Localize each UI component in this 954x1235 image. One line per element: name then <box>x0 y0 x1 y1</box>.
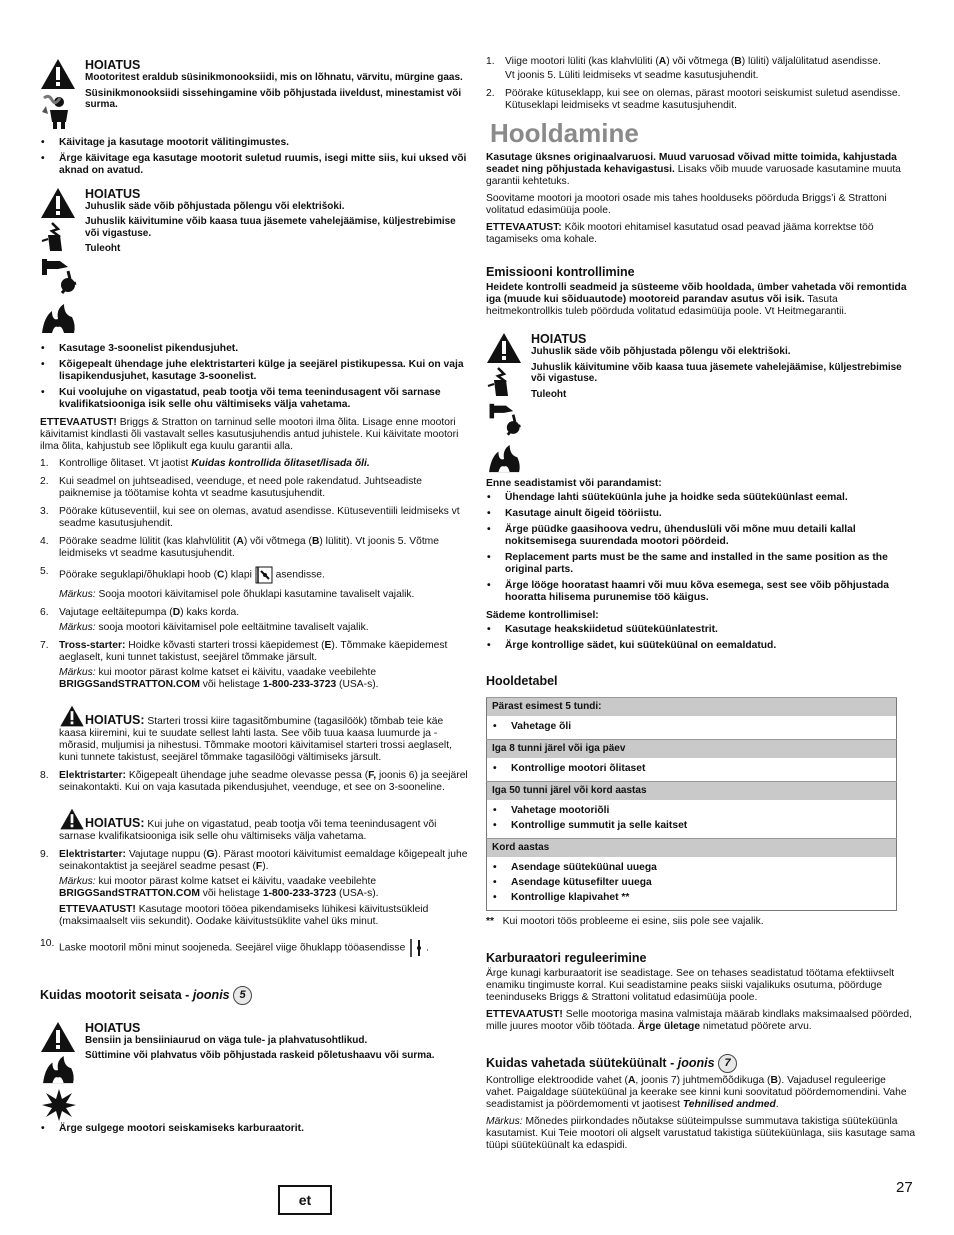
stop-heading: Kuidas mootorit seisata - joonis 5 <box>40 986 470 1005</box>
step-2: 2. Kui seadmel on juhtseadised, veenduge, et need pole rakendatud. Juhtseadiste paiknemise ja töötamise kohta vt seadme kasutusjuhendit. <box>40 475 422 499</box>
list-item: • Ärge püüdke gaasihoova vedru, ühenduslüli või mõne muu detaili kallal nokitsemisega suurendada mootori pöördeid. <box>486 524 916 548</box>
list-item: • Asendage süüteküünal uuega <box>492 862 891 874</box>
warning-line: Tuleoht <box>531 388 567 400</box>
step-3: 3. Pöörake kütuseventiil, kui see on olemas, avatud asendisse. Kütuseventiili leidmiseks vt seadme kasutusjuhendit. <box>40 505 460 529</box>
stop-steps <box>486 56 916 112</box>
warning-triangle-icon <box>40 58 76 90</box>
list-item: • Kontrollige summutit ja selle kaitset <box>492 820 891 832</box>
emission-heading: Emissiooni kontrollimine <box>486 265 635 279</box>
warning-title: HOIATUS <box>85 58 141 72</box>
warning-line: Juhuslik säde võib põhjustada põlengu või elektrišoki. <box>531 346 791 357</box>
list-item: • Kõigepealt ühendage juhe elektristarteri külge ja seejärel pistikupessa. Kui on vaja lisapikendusjuhet, kasutage 3-soonelist. <box>40 359 470 383</box>
warning-triangle-icon <box>40 1021 76 1053</box>
warning-line: Süttimine või plahvatus võib põhjustada raskeid põletushaavu või surma. <box>85 1050 435 1061</box>
list-item: • Ärge käivitage ega kasutage mootorit suletud ruumis, isegi mitte siis, kui uksed või aknad on avatud. <box>40 153 470 177</box>
spark-plug-note: Märkus: Mõnedes piirkondades nõutakse süüteimpulsse summutava takistiga süüteküünla kasutamist. Kui Teie mootori oli algselt varustatud takistiga süüteküünlaga, siis kasutage sama tüüpi süüteküünalt ka edaspidi. <box>486 1116 916 1151</box>
spark-plug-heading: Kuidas vahetada süüteküünalt - joonis 7 <box>486 1054 916 1073</box>
bullet-list <box>486 624 916 652</box>
language-tab: et <box>278 1185 332 1215</box>
warning-title: HOIATUS <box>85 1020 141 1035</box>
warning-line: Juhuslik säde võib põhjustada põlengu või elektrišoki. <box>85 200 345 212</box>
step-9: 9. Elektristarter: Vajutage nuppu (G). Pärast mootori käivitumist eemaldage kõigepealt juhe seinakontaktist ja seejärel seadme pesast (F). Märkus: kui mootor pärast kolme katset ei käivitu, vaadake veebilehte BRIGGSandSTRATTON.COM või helistage 1-800-233-3723 (USA-s). ETTEVAATUST! Kasutage mootori tööea pikendamiseks lühikesi käivitustsükleid (maksimaalselt viis sekundit). Oodake käivitustsüklite vahel üks minut. <box>40 848 468 927</box>
list-item: • Ühendage lahti süüteküünla juhe ja hoidke seda süüteküünlast eemal. <box>486 492 916 504</box>
warning-triangle-icon <box>486 332 522 364</box>
bullet-list <box>40 343 470 411</box>
step-5: 5. Pöörake seguklapi/õhuklapi hoob (C) klapi asendisse. Märkus: Sooja mootori käivitamisel pole õhuklapi kasutamine tavaliselt vajalik. <box>40 565 415 600</box>
warning-line: Juhuslik käivitumine võib kaasa tuua jäsemete vahelejäämise, küljestrebimise või vigastuse. <box>531 361 902 384</box>
table-section-header: Iga 50 tunni järel või kord aastas <box>487 782 897 801</box>
maintenance-table <box>486 697 897 911</box>
list-item: • Asendage kütusefilter uuega <box>492 877 891 889</box>
table-row <box>487 716 897 740</box>
carburetor-paragraph: Ärge kunagi karburaatorit ise seadistage. See on tehases seadistatud töötama efektiivselt enamiku tingimuste korral. Kui seadistamine peaks siiski vajalikuks osutuma, pöörduge teeninduseks Briggs & Strattoni volitatud edasimüüja poole. <box>486 968 895 1003</box>
warning-line: Juhuslik käivitumine võib kaasa tuua jäsemete vahelejäämise, küljestrebimise või vigastuse. <box>85 216 456 239</box>
warning-line: Mootoritest eraldub süsinikmonooksiidi, mis on lõhnatu, värvitu, mürgine gaas. <box>85 72 463 83</box>
table-section-header: Iga 8 tunni järel või iga päev <box>487 740 897 759</box>
table-row <box>487 800 897 839</box>
list-item: • Replacement parts must be the same and installed in the same position as the original parts. <box>486 552 916 576</box>
warning-line: Tuleoht <box>85 243 121 254</box>
electric-shock-icon <box>40 221 74 255</box>
intro-paragraph: Soovitame mootori ja mootori osade mis tahes hoolduseks pöörduda Briggs’i & Strattoni volitatud edasimüüja poole. <box>486 193 887 216</box>
intro-paragraph: Kasutage üksnes originaalvaruosi. Muud varuosad võivad mitte toimida, kahjustada seadet ning põhjustada kehavigastusi. Lisaks võib muude varuosade kasutamine muuta garantii kehtetuks. <box>486 152 901 187</box>
electric-shock-icon <box>486 366 520 400</box>
list-item: • Kontrollige klapivahet ** <box>492 892 891 904</box>
warning-title: HOIATUS <box>531 332 587 346</box>
list-item: • Kui voolujuhe on vigastatud, peab tootja või tema teenindusagent või sarnase kvalifikatsiooniga isik selle ohu vältimiseks välja vahetama. <box>40 387 470 411</box>
step-10: 10. Laske mootoril mõni minut soojeneda. Seejärel viige õhuklapp tööasendisse . <box>40 938 470 958</box>
warning-title: HOIATUS <box>85 186 141 201</box>
list-item: • Kontrollige mootori õlitaset <box>492 763 891 775</box>
warning-line: Süsinikmonooksiidi sissehingamine võib põhjustada iiveldust, minestamist või surma. <box>85 87 462 110</box>
list-item: • Vahetage mootoriõli <box>492 805 891 817</box>
step-8: 8. Elektristarter: Kõigepealt ühendage juhe seadme olevasse pessa (F, joonis 6) ja seejärel seinakontakti. Kui on vaja kasutada pikendusjuhet, veenduge, et see on 3-sooneline. HOIATUS: Kui juhe on vigastatud, peab tootja või tema teenindusagent või sarnase kvalifikatsiooniga isik selle ohu vältimiseks välja vahetama. <box>40 770 470 843</box>
choke-closed-icon <box>255 566 273 584</box>
warning-triangle-icon <box>59 705 85 727</box>
warning-line: Bensiin ja bensiiniaurud on väga tule- ja plahvatusohtlikud. <box>85 1034 368 1046</box>
page-title: Hooldamine <box>490 118 639 148</box>
figure-badge: 7 <box>718 1054 737 1073</box>
list-item: • Kasutage 3-soonelist pikendusjuhet. <box>40 343 470 355</box>
entanglement-icon <box>40 257 78 301</box>
intro-paragraph: ETTEVAATUST: Kõik mootori ehitamisel kasutatud osad peavad jääma korrektse töö tagamiseks oma kohale. <box>486 222 874 245</box>
bullet-list <box>486 492 916 604</box>
fire-icon <box>486 444 524 474</box>
list-item: • Ärge lööge hooratast haamri või muu kõva esemega, sest see võib põhjustada hooratta hilisema purunemise töö käigus. <box>486 580 916 604</box>
list-item: • Vahetage õli <box>492 721 891 733</box>
start-steps <box>40 458 470 958</box>
step-6: 6. Vajutage eeltäitepumpa (D) kaks korda. Märkus: sooja mootori käivitamisel pole eeltäitmine tavaliselt vajalik. <box>40 606 369 633</box>
list-item: • Käivitage ja kasutage mootorit välitingimustes. <box>40 137 470 149</box>
warning-spark <box>40 187 470 337</box>
table-section-header: Kord aastas <box>487 839 897 858</box>
before-repair-heading: Enne seadistamist või parandamist: <box>486 478 662 489</box>
page-number: 27 <box>896 1179 913 1196</box>
list-item: • Ärge kontrollige sädet, kui süüteküünal on eemaldatud. <box>486 640 916 652</box>
spark-plug-paragraph: Kontrollige elektroodide vahet (A, joonis 7) juhtmemõõdikuga (B). Vajadusel reguleerige vahet. Paigaldage süüteküünal ja keerake see kinni kuni soovitatud pöördemomendini. Vahe seadistamist ja pöördemomenti vt jaotisest Tehnilised andmed. <box>486 1075 907 1110</box>
caution-paragraph: ETTEVAATUST! Briggs & Stratton on tarninud selle mootori ilma õlita. Lisage enne mootori käivitamist kindlasti õli vastavalt selles kasutusjuhendis antud juhistele. Kui käivitate mootori ilma õlita, kahjustub see lõplikult ega kuulu garantii alla. <box>40 416 459 452</box>
cord-warning: HOIATUS: Kui juhe on vigastatud, peab tootja või tema teenindusagent või sarnase kvalifikatsiooniga isik selle ohu vältimiseks välja vahetama. <box>59 808 470 843</box>
warning-triangle-icon <box>40 187 76 219</box>
list-item: • Kasutage heakskiidetud süüteküünlatestrit. <box>486 624 916 636</box>
figure-badge: 5 <box>233 986 252 1005</box>
emission-paragraph: Heidete kontrolli seadmeid ja süsteeme võib hooldada, ümber vahetada või remontida iga (muude kui sõiduautode) mootoreid parandav asutus või isik. Tasuta heitmekontrollkis tuleb pöörduda volitatud edasimüüja poole. Vt Heitmegarantii. <box>486 282 907 317</box>
table-row <box>487 758 897 782</box>
warning-fuel <box>40 1021 470 1117</box>
choke-open-icon <box>408 938 426 958</box>
table-section-header: Pärast esimest 5 tundi: <box>487 698 897 717</box>
step-4: 4. Pöörake seadme lülitit (kas klahvlülitit (A) või võtmega (B) lülitit). Vt joonis 5. Võtme leidmiseks vt seadme kasutusjuhendit. <box>40 535 439 559</box>
step-1: 1. Kontrollige õlitaset. Vt jaotist Kuidas kontrollida õlitaset/lisada õli. <box>40 457 370 469</box>
warning-spark <box>486 332 916 472</box>
warning-triangle-icon <box>59 808 85 830</box>
fire-icon <box>40 1055 78 1085</box>
maintenance-table-heading: Hooldetabel <box>486 674 558 688</box>
list-item: • Ärge sulgege mootori seiskamiseks karburaatorit. <box>40 1123 470 1135</box>
warning-co <box>40 58 470 111</box>
entanglement-icon <box>486 402 524 442</box>
step-7: 7. Tross-starter: Hoidke kõvasti starteri trossi käepidemest (E). Tõmmake käepidemest aeglaselt, kuni tunnet takistust, seejärel tõmmake järsult. Märkus: kui mootor pärast kolme katset ei käivitu, vaadake veebilehte BRIGGSandSTRATTON.COM või helistage 1-800-233-3723 (USA-s). HOIATUS: Starteri trossi kiire tagasitõmbumine (tagasilöök) tõmbab teie käe kaasa kiiremini, kui te suudate sellest lahti lasta. See võib tuua kaasa luumurde ja -mõrasid, muljumisi ja nihestusi. Tõmmake mootori käivitamisel starteri trossi aeglaselt, kuni tunnete takistust, seejärel tõmmake tagasilöögi vältimiseks järsult. <box>40 640 470 764</box>
list-item: • Kasutage ainult õigeid tööriistu. <box>486 508 916 520</box>
explosion-icon <box>40 1087 78 1123</box>
table-footnote: ** Kui mootori töös probleeme ei esine, siis pole see vajalik. <box>486 916 764 927</box>
table-row <box>487 857 897 911</box>
bullet-list <box>40 137 470 177</box>
left-column <box>40 58 470 1141</box>
toxic-fumes-icon <box>40 92 78 130</box>
step-1: 1. Viige mootori lüliti (kas klahvlüliti (A) või võtmega (B) lüliti) väljalülitatud asendisse. Vt joonis 5. Lüliti leidmiseks vt seadme kasutusjuhendit. <box>486 56 881 81</box>
fire-icon <box>40 303 78 335</box>
spark-check-heading: Sädeme kontrollimisel: <box>486 610 599 621</box>
kickback-warning: HOIATUS: Starteri trossi kiire tagasitõmbumine (tagasilöök) tõmbab teie käe kaasa kiiremini, kui te suudate sellest lahti lasta. See võib tuua kaasa luumurde ja -mõrasid, muljumisi ja nihestusi. Tõmmake mootori käivitamisel starteri trossi aeglaselt, kuni tunnete takistust, seejärel tõmmake tagasilöögi vältimiseks järsult. <box>59 705 470 764</box>
carburetor-heading: Karburaatori reguleerimine <box>486 951 647 965</box>
carburetor-caution: ETTEVAATUST! Selle mootoriga masina valmistaja määrab kindlaks maksimaalsed pöörded, mille juures mootor võib töötada. Ärge ületage nimetatud pöörete arvu. <box>486 1009 912 1032</box>
bullet-list <box>40 1123 470 1135</box>
right-column <box>486 56 916 1157</box>
step-2: 2. Pöörake kütuseklapp, kui see on olemas, pärast mootori seiskumist suletud asendisse. Kütuseklapi leidmiseks vt seadme kasutusjuhendit. <box>486 88 901 111</box>
